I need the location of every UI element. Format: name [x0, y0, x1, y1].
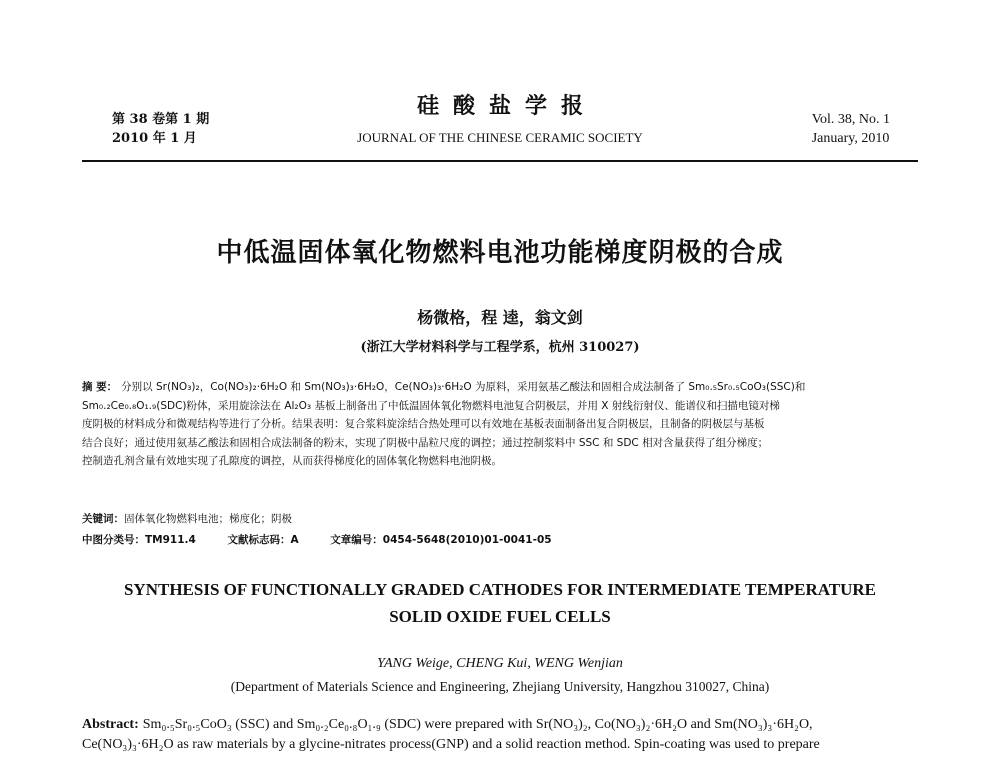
abstract-en-label: Abstract: [82, 717, 139, 732]
header-journal [282, 92, 718, 148]
abstract-cn [82, 378, 922, 471]
abstract-en-line [82, 715, 922, 735]
header-issue-cn [112, 110, 209, 148]
header-volume-en: Vol. 38, No. 1 [811, 112, 890, 127]
clc-label: 中图分类号： [82, 534, 145, 546]
header-divider [82, 160, 918, 162]
journal-title-en: JOURNAL OF THE CHINESE CERAMIC SOCIETY [357, 130, 643, 145]
abstract-cn-line: 度阴极的材料成分和微观结构等进行了分析。结果表明：复合浆料旋涂结合热处理可以有效地在基板表面制备出复合阴极层，且制备的阴极层与基板 [82, 418, 765, 431]
header-date-cn: 2010 年 1 月 [112, 131, 197, 146]
running-header [82, 92, 918, 154]
article-no-label: 文章编号： [330, 534, 383, 546]
clc-field [82, 531, 196, 549]
abstract-en-text: Sm₀.₅Sr₀.₅CoO₃ (SSC) and Sm₀.₂Ce₀.₈O₁.₉ (SDC) were prepared with Sr(NO₃)₂, Co(NO₃)₂·6H₂O and Sm(NO₃)₃·6H₂O, [142, 717, 813, 732]
abstract-cn-line: 结合良好；通过使用氨基乙酸法和固相合成法制备的粉末，实现了阴极中晶粒尺度的调控；通过控制浆料中 SSC 和 SDC 相对含量获得了组分梯度； [82, 436, 769, 449]
article-title-en-line: SOLID OXIDE FUEL CELLS [389, 607, 611, 626]
article-no-value: 0454-5648(2010)01-0041-05 [382, 534, 552, 546]
abstract-en [82, 715, 922, 755]
abstract-cn-line: Sm₀.₂Ce₀.₈O₁.₉(SDC)粉体，采用旋涂法在 Al₂O₃ 基板上制备出了中低温固体氧化物燃料电池复合阴极层，并用 X 射线衍射仪、能谱仪和扫描电镜对梯 [82, 399, 780, 412]
doc-code-value: A [290, 534, 299, 546]
affiliation-cn: (浙江大学材料科学与工程学系，杭州 310027) [360, 340, 640, 355]
doc-code-field [227, 531, 298, 549]
authors-en: YANG Weige, CHENG Kui, WENG Wenjian [377, 656, 623, 671]
abstract-cn-line [82, 378, 922, 397]
abstract-en-line: Ce(NO₃)₃·6H₂O as raw materials by a glycine-nitrates process(GNP) and a solid reaction method. Spin-coating was used to prepare [82, 737, 820, 752]
header-issue-en [812, 110, 890, 148]
article-title-en-line: SYNTHESIS OF FUNCTIONALLY GRADED CATHODES FOR INTERMEDIATE TEMPERATURE [123, 580, 877, 599]
abstract-cn-text: 分别以 Sr(NO₃)₂，Co(NO₃)₂·6H₂O 和 Sm(NO₃)₃·6H₂O，Ce(NO₃)₃·6H₂O 为原料，采用氨基乙酸法和固相合成法制备了 Sm₀.₅Sr₀.₅CoO₃(SSC)和 [121, 381, 806, 393]
article-title-en [0, 576, 1000, 630]
article-no-field [330, 531, 551, 549]
article-title-cn: 中低温固体氧化物燃料电池功能梯度阴极的合成 [216, 238, 784, 268]
classification-row [82, 531, 922, 549]
abstract-cn-line: 控制造孔剂含量有效地实现了孔隙度的调控，从而获得梯度化的固体氧化物燃料电池阴极。 [82, 455, 502, 468]
clc-value: TM911.4 [145, 534, 196, 546]
keywords-value: 固体氧化物燃料电池；梯度化；阴极 [124, 513, 292, 525]
affiliation-en: (Department of Materials Science and Engineering, Zhejiang University, Hangzhou 310027, China) [230, 679, 770, 694]
header-date-en: January, 2010 [811, 131, 890, 146]
abstract-cn-label: 摘 要： [82, 381, 118, 393]
header-volume-cn: 第 38 卷第 1 期 [112, 112, 210, 127]
keywords-label: 关键词： [82, 513, 124, 525]
keywords-cn [82, 510, 922, 528]
journal-title-cn: 硅酸盐学报 [416, 93, 597, 119]
authors-cn: 杨微格，程 逵，翁文剑 [417, 308, 583, 327]
doc-code-label: 文献标志码： [227, 534, 291, 546]
